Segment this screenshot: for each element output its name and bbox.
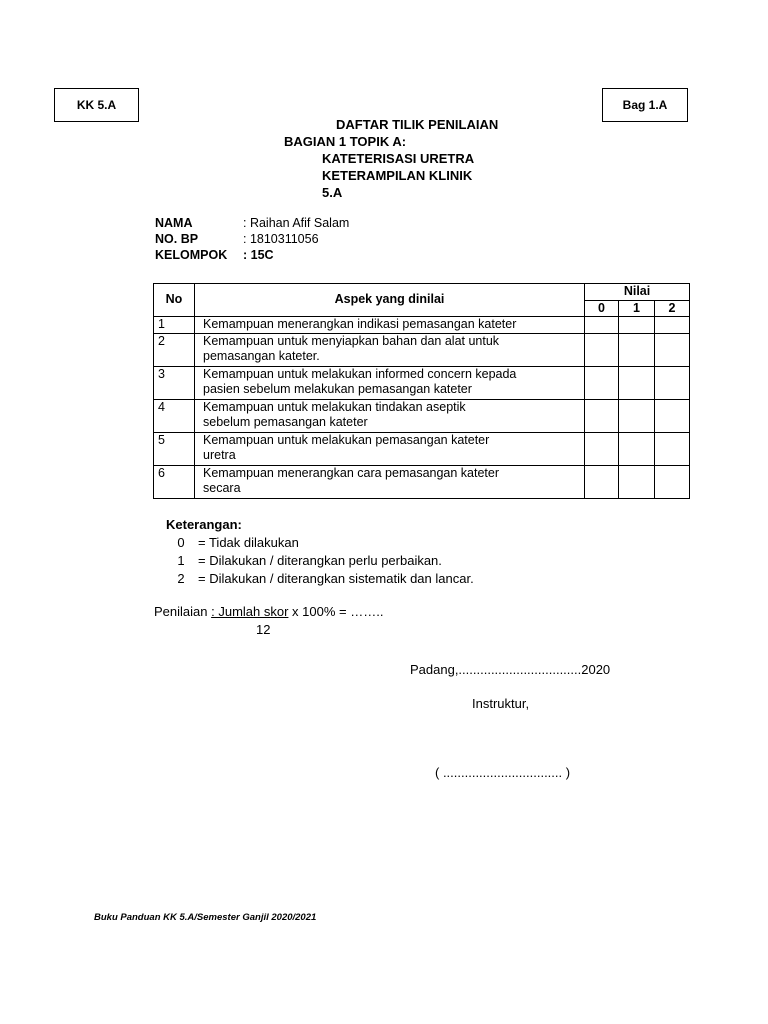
- row-number: 1: [154, 317, 195, 334]
- title-line-5: 5.A: [322, 185, 343, 200]
- code-left-text: KK 5.A: [76, 98, 117, 112]
- place-date: Padang,..................................2020: [410, 662, 611, 677]
- score-cell[interactable]: [619, 366, 655, 399]
- legend: [166, 516, 474, 588]
- score-cell[interactable]: [655, 333, 690, 366]
- score-cell[interactable]: [619, 317, 655, 334]
- score-cell[interactable]: [585, 432, 619, 465]
- identity-row-nama: [155, 215, 349, 231]
- code-box-left: [54, 88, 139, 122]
- title-line-3: KATETERISASI URETRA: [322, 151, 475, 166]
- row-number: 4: [154, 399, 195, 432]
- score-cell[interactable]: [655, 465, 690, 498]
- table-row: [154, 465, 690, 498]
- score-cell[interactable]: [619, 432, 655, 465]
- title-line-2: BAGIAN 1 TOPIK A:: [284, 134, 407, 149]
- legend-text: = Tidak dilakukan: [198, 535, 299, 550]
- legend-item: [170, 552, 474, 570]
- header-nilai: Nilai: [585, 284, 690, 301]
- table-row: [154, 366, 690, 399]
- title-line-1: DAFTAR TILIK PENILAIAN: [336, 117, 499, 132]
- identity-row-kelompok: [155, 247, 349, 263]
- aspect-line: Kemampuan untuk melakukan informed concern kepada: [203, 366, 517, 381]
- score-cell[interactable]: [585, 366, 619, 399]
- code-box-right: [602, 88, 688, 122]
- table-row: [154, 333, 690, 366]
- instructor-label: Instruktur,: [472, 696, 530, 711]
- formula-prefix: Penilaian: [154, 604, 212, 619]
- nobp-value: : 1810311056: [243, 232, 319, 246]
- score-cell[interactable]: [619, 465, 655, 498]
- header-score-1: 1: [619, 300, 655, 317]
- legend-text: = Dilakukan / diterangkan sistematik dan lancar.: [198, 571, 474, 586]
- footer-text: Buku Panduan KK 5.A/Semester Ganjil 2020/2021: [94, 912, 317, 923]
- aspect-line: Kemampuan untuk menyiapkan bahan dan alat untuk: [203, 333, 500, 348]
- score-cell[interactable]: [655, 399, 690, 432]
- aspect-line: pemasangan kateter.: [203, 349, 320, 363]
- legend-title: Keterangan:: [166, 517, 242, 532]
- legend-num: 1: [177, 553, 185, 568]
- header-score-2: 2: [655, 300, 690, 317]
- formula-underlined: : Jumlah skor: [211, 604, 289, 619]
- formula-suffix: x 100% = ……..: [288, 604, 384, 619]
- score-cell[interactable]: [655, 366, 690, 399]
- identity-block: [155, 215, 349, 263]
- code-right-text: Bag 1.A: [622, 98, 668, 112]
- row-number: 5: [154, 432, 195, 465]
- aspect-line: pasien sebelum melakukan pemasangan kateter: [203, 382, 472, 396]
- score-cell[interactable]: [655, 317, 690, 334]
- row-aspect: [195, 432, 585, 465]
- score-cell[interactable]: [585, 333, 619, 366]
- signature-line: ( ................................. ): [435, 765, 571, 780]
- row-aspect: [195, 366, 585, 399]
- row-number: 3: [154, 366, 195, 399]
- aspect-line: Kemampuan menerangkan indikasi pemasangan kateter: [203, 317, 517, 331]
- score-cell[interactable]: [619, 399, 655, 432]
- title-line-4: KETERAMPILAN KLINIK: [322, 168, 473, 183]
- aspect-line: Kemampuan untuk melakukan pemasangan kateter: [203, 432, 490, 447]
- assessment-table: [153, 283, 690, 499]
- score-cell[interactable]: [585, 317, 619, 334]
- score-formula: [154, 604, 383, 619]
- row-aspect: [195, 333, 585, 366]
- kelompok-value: : 15C: [243, 248, 274, 262]
- aspect-line: uretra: [203, 448, 236, 462]
- legend-item: [170, 570, 474, 588]
- aspect-line: Kemampuan menerangkan cara pemasangan kateter: [203, 465, 500, 480]
- legend-num: 2: [177, 571, 185, 586]
- table-row: [154, 317, 690, 334]
- formula-denominator: 12: [256, 622, 271, 637]
- legend-text: = Dilakukan / diterangkan perlu perbaikan.: [198, 553, 442, 568]
- kelompok-label: KELOMPOK: [155, 248, 228, 262]
- score-cell[interactable]: [619, 333, 655, 366]
- nama-label: NAMA: [155, 216, 193, 230]
- table-row: [154, 432, 690, 465]
- nobp-label: NO. BP: [155, 232, 199, 246]
- score-cell[interactable]: [585, 399, 619, 432]
- row-aspect: [195, 399, 585, 432]
- header-aspek: Aspek yang dinilai: [195, 284, 585, 317]
- row-number: 6: [154, 465, 195, 498]
- row-number: 2: [154, 333, 195, 366]
- legend-num: 0: [177, 535, 185, 550]
- header-score-0: 0: [585, 300, 619, 317]
- row-aspect: [195, 317, 585, 334]
- nama-value: : Raihan Afif Salam: [243, 216, 350, 230]
- score-cell[interactable]: [585, 465, 619, 498]
- header-no: No: [154, 284, 195, 317]
- identity-row-nobp: [155, 231, 349, 247]
- row-aspect: [195, 465, 585, 498]
- aspect-line: secara: [203, 481, 241, 495]
- aspect-line: sebelum pemasangan kateter: [203, 415, 368, 429]
- aspect-line: Kemampuan untuk melakukan tindakan aseptik: [203, 399, 466, 414]
- legend-item: [170, 534, 474, 552]
- table-row: [154, 399, 690, 432]
- score-cell[interactable]: [655, 432, 690, 465]
